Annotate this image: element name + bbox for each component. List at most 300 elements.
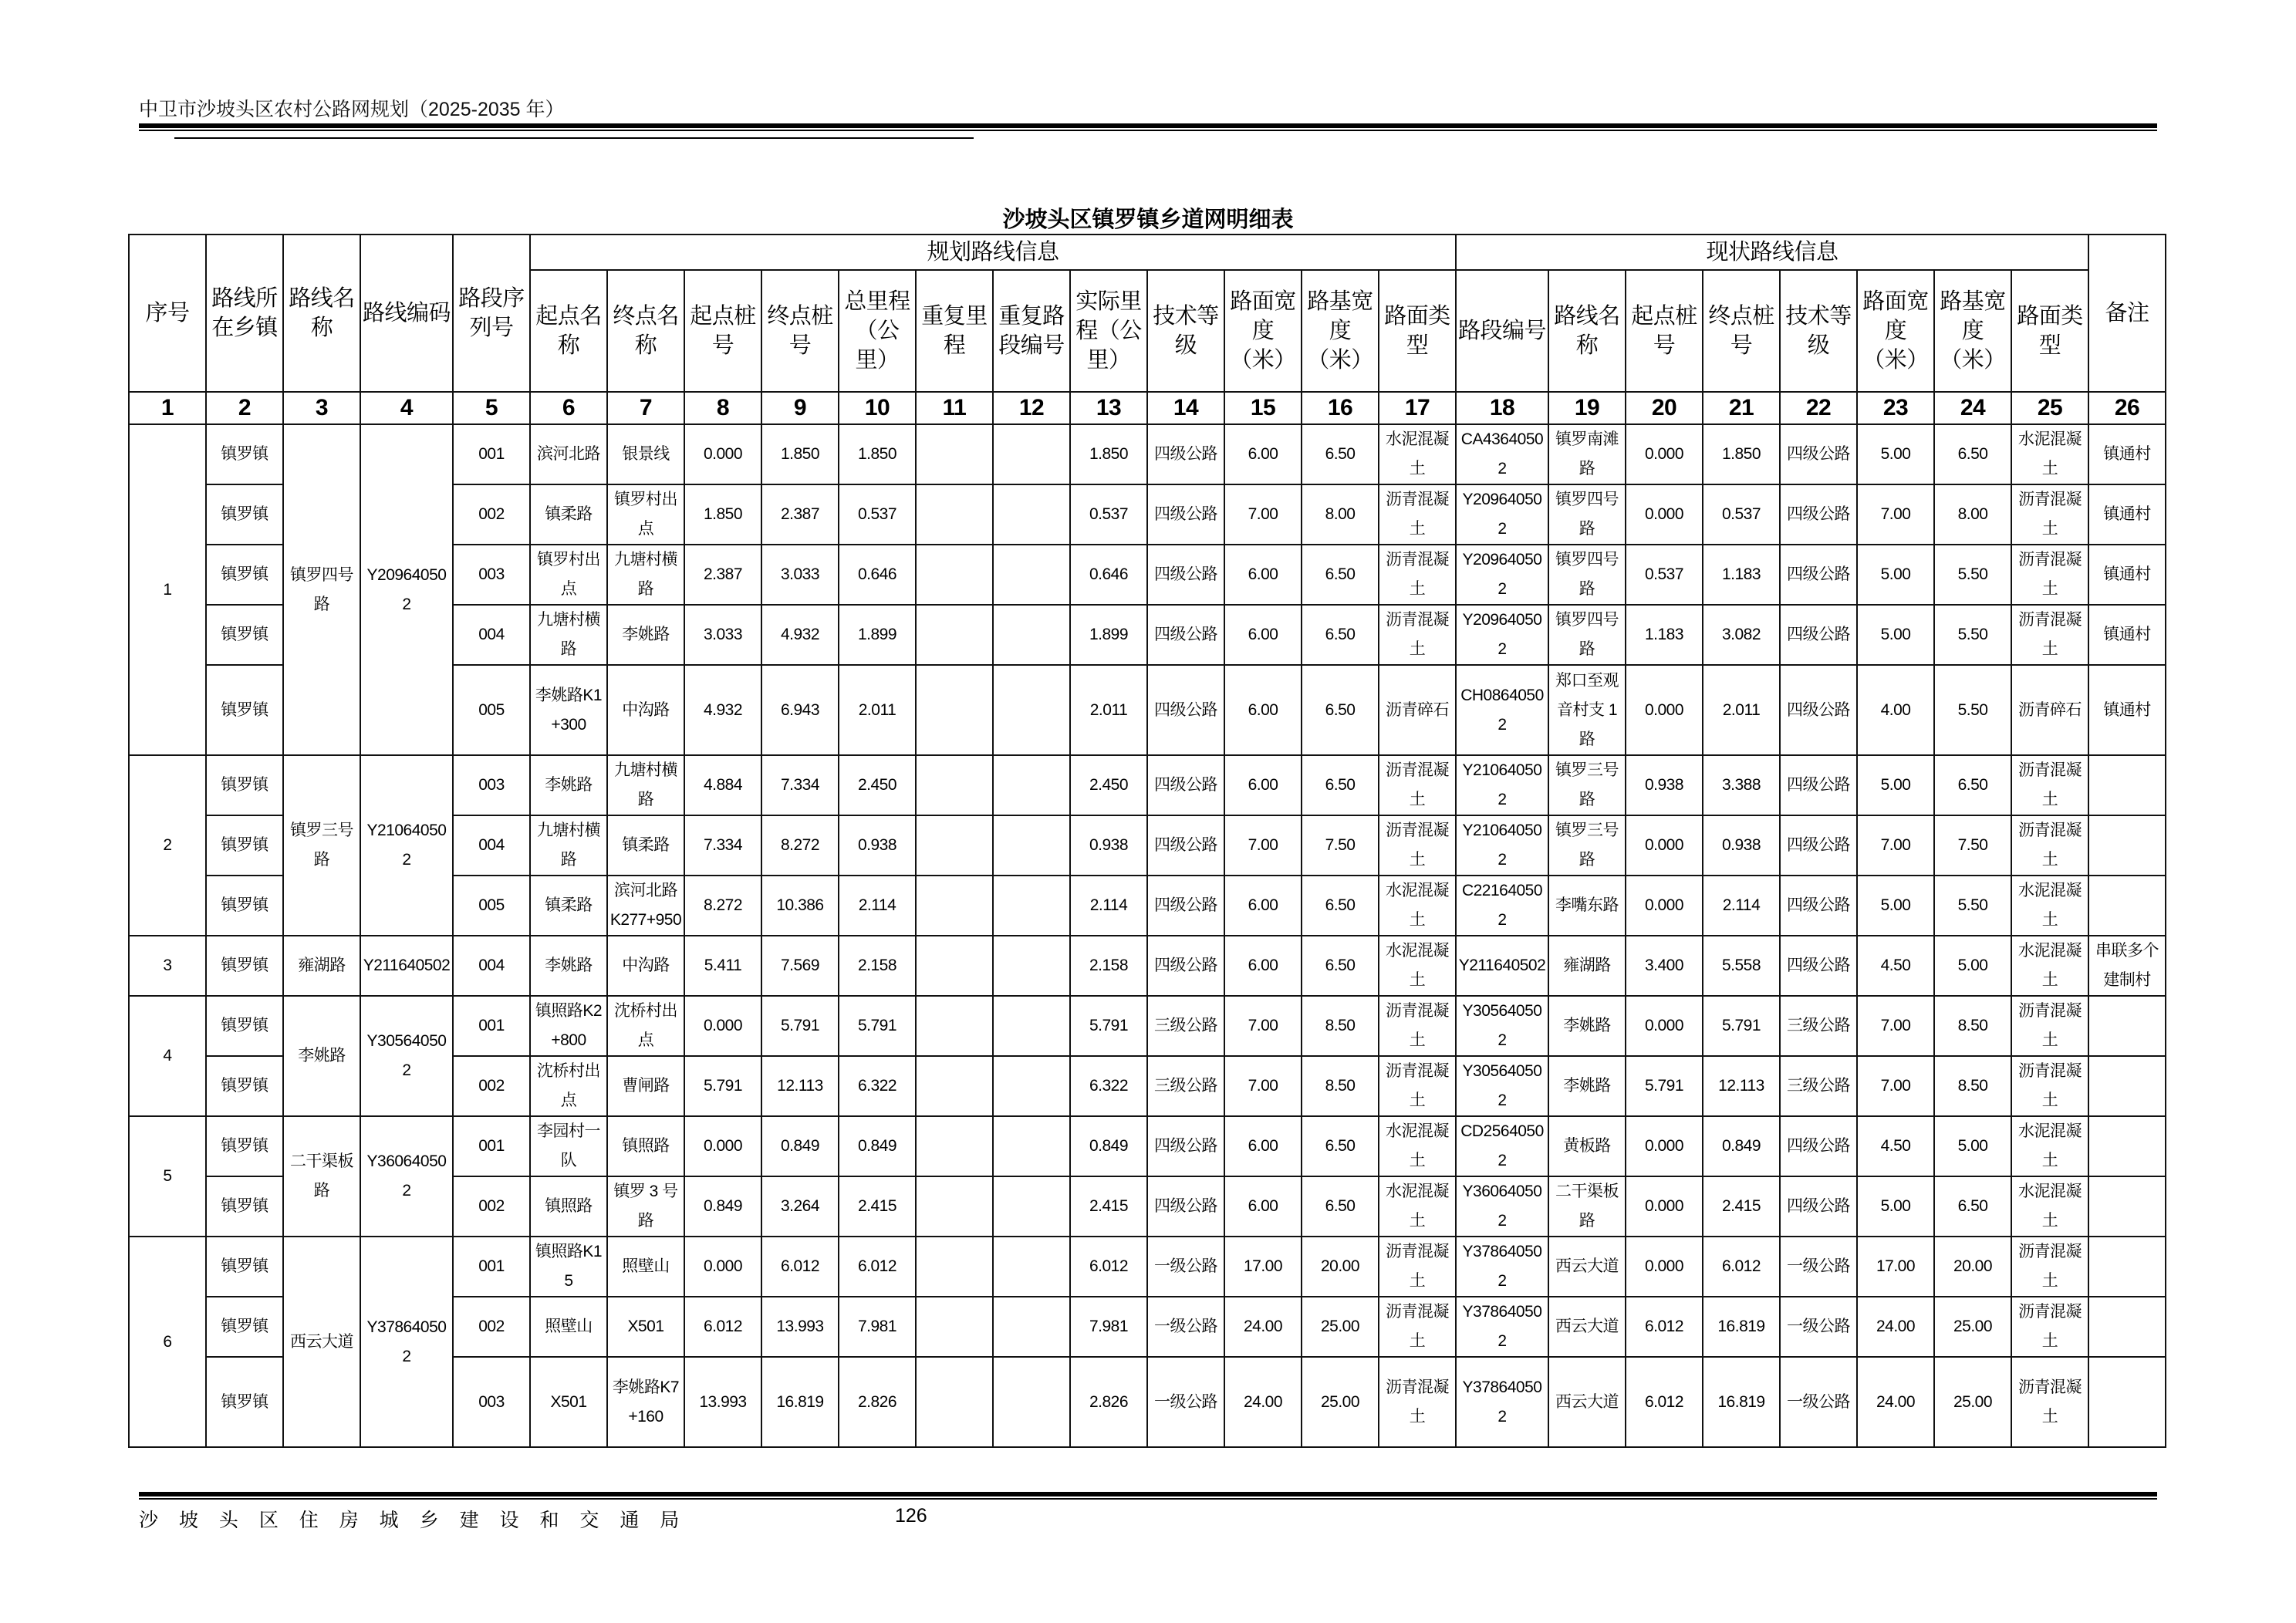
cell-dup-code — [993, 1297, 1070, 1357]
footer-organization: 沙 坡 头 区 住 房 城 乡 建 设 和 交 通 局 — [139, 1510, 687, 1531]
cell-dup-km — [916, 876, 993, 936]
cell-tech-grade: 四级公路 — [1147, 815, 1224, 876]
cell-end-name: 照壁山 — [607, 1237, 684, 1297]
cell-dup-code — [993, 665, 1070, 755]
cell-dup-km — [916, 1176, 993, 1237]
cell-cur-pave-type: 沥青混凝土 — [2011, 755, 2088, 815]
cell-actual-km: 0.938 — [1070, 815, 1147, 876]
cell-tech-grade: 三级公路 — [1147, 996, 1224, 1056]
cell-start-name: 李姚路 — [530, 936, 607, 996]
cell-end-stake: 13.993 — [761, 1297, 839, 1357]
cell-cur-grade: 四级公路 — [1780, 755, 1857, 815]
cell-cur-end: 0.849 — [1703, 1116, 1780, 1176]
cell-end-name: 镇照路 — [607, 1116, 684, 1176]
cell-seq: 1 — [129, 424, 206, 755]
cell-dup-code — [993, 545, 1070, 605]
column-number: 14 — [1147, 392, 1224, 424]
column-number: 7 — [607, 392, 684, 424]
cell-cur-name: 西云大道 — [1548, 1297, 1626, 1357]
table-row — [129, 424, 2166, 484]
cell-start-stake: 0.000 — [684, 996, 761, 1056]
cell-start-name: 李姚路 — [530, 755, 607, 815]
cell-cur-code: Y211640502 — [1456, 936, 1548, 996]
cell-end-stake: 16.819 — [761, 1357, 839, 1447]
cell-cur-grade: 一级公路 — [1780, 1297, 1857, 1357]
cell-town: 镇罗镇 — [206, 665, 283, 755]
column-number: 5 — [453, 392, 530, 424]
table-title: 沙坡头区镇罗镇乡道网明细表 — [1002, 208, 1294, 232]
cell-cur-pave-type: 水泥混凝土 — [2011, 936, 2088, 996]
cell-end-name: 曹闸路 — [607, 1056, 684, 1116]
cell-dup-code — [993, 424, 1070, 484]
cell-dup-km — [916, 424, 993, 484]
cell-cur-base-width: 5.00 — [1934, 936, 2011, 996]
cell-cur-code: Y209640502 — [1456, 605, 1548, 665]
cell-end-name: 镇罗 3 号路 — [607, 1176, 684, 1237]
cell-total-km: 2.450 — [839, 755, 916, 815]
cell-actual-km: 2.415 — [1070, 1176, 1147, 1237]
cell-pave-width: 6.00 — [1224, 755, 1302, 815]
cell-section-no: 005 — [453, 665, 530, 755]
cell-end-stake: 7.569 — [761, 936, 839, 996]
cell-remark — [2088, 1056, 2166, 1116]
cell-start-stake: 4.884 — [684, 755, 761, 815]
header-tech-grade: 技术等级 — [1147, 270, 1224, 392]
cell-section-no: 005 — [453, 876, 530, 936]
cell-pave-type: 沥青混凝土 — [1379, 1297, 1456, 1357]
cell-dup-km — [916, 665, 993, 755]
header-cur-pave-width: 路面宽度（米） — [1857, 270, 1934, 392]
cell-cur-name: 西云大道 — [1548, 1357, 1626, 1447]
cell-pave-type: 水泥混凝土 — [1379, 876, 1456, 936]
cell-cur-code: CA43640502 — [1456, 424, 1548, 484]
cell-end-stake: 2.387 — [761, 484, 839, 545]
header-rule-short — [174, 137, 974, 139]
cell-end-stake: 0.849 — [761, 1116, 839, 1176]
cell-cur-end: 3.388 — [1703, 755, 1780, 815]
cell-dup-code — [993, 876, 1070, 936]
cell-town: 镇罗镇 — [206, 996, 283, 1056]
cell-pave-type: 水泥混凝土 — [1379, 1176, 1456, 1237]
cell-route-name: 镇罗三号路 — [283, 755, 360, 936]
cell-start-stake: 3.033 — [684, 605, 761, 665]
cell-town: 镇罗镇 — [206, 1297, 283, 1357]
cell-cur-base-width: 6.50 — [1934, 755, 2011, 815]
table-row — [129, 996, 2166, 1056]
cell-end-stake: 1.850 — [761, 424, 839, 484]
cell-cur-pave-width: 17.00 — [1857, 1237, 1934, 1297]
cell-cur-code: Y209640502 — [1456, 484, 1548, 545]
cell-cur-start: 0.000 — [1626, 996, 1703, 1056]
cell-cur-code: Y210640502 — [1456, 815, 1548, 876]
header-cur-grade: 技术等级 — [1780, 270, 1857, 392]
cell-cur-base-width: 5.00 — [1934, 1116, 2011, 1176]
cell-cur-pave-type: 沥青混凝土 — [2011, 484, 2088, 545]
cell-start-stake: 2.387 — [684, 545, 761, 605]
page-number: 126 — [895, 1505, 927, 1527]
cell-cur-name: 李姚路 — [1548, 996, 1626, 1056]
cell-seq: 5 — [129, 1116, 206, 1237]
cell-remark — [2088, 755, 2166, 815]
cell-cur-pave-width: 7.00 — [1857, 815, 1934, 876]
header-dup-code: 重复路段编号 — [993, 270, 1070, 392]
cell-dup-code — [993, 1176, 1070, 1237]
cell-cur-end: 2.011 — [1703, 665, 1780, 755]
cell-cur-end: 2.114 — [1703, 876, 1780, 936]
cell-dup-code — [993, 996, 1070, 1056]
cell-cur-code: Y378640502 — [1456, 1357, 1548, 1447]
cell-base-width: 6.50 — [1302, 605, 1379, 665]
cell-end-name: 银景线 — [607, 424, 684, 484]
cell-actual-km: 6.322 — [1070, 1056, 1147, 1116]
cell-town: 镇罗镇 — [206, 815, 283, 876]
cell-actual-km: 2.450 — [1070, 755, 1147, 815]
cell-cur-pave-type: 沥青混凝土 — [2011, 605, 2088, 665]
cell-base-width: 6.50 — [1302, 876, 1379, 936]
cell-pave-type: 沥青混凝土 — [1379, 1237, 1456, 1297]
cell-cur-end: 16.819 — [1703, 1357, 1780, 1447]
cell-cur-base-width: 8.00 — [1934, 484, 2011, 545]
cell-base-width: 25.00 — [1302, 1357, 1379, 1447]
cell-total-km: 2.415 — [839, 1176, 916, 1237]
cell-dup-km — [916, 1056, 993, 1116]
cell-route-code: Y211640502 — [360, 936, 453, 996]
cell-actual-km: 0.849 — [1070, 1116, 1147, 1176]
cell-start-name: 李园村一队 — [530, 1116, 607, 1176]
cell-tech-grade: 三级公路 — [1147, 1056, 1224, 1116]
cell-base-width: 6.50 — [1302, 936, 1379, 996]
cell-start-name: 九塘村横路 — [530, 605, 607, 665]
column-number: 19 — [1548, 392, 1626, 424]
cell-pave-width: 6.00 — [1224, 424, 1302, 484]
cell-cur-start: 0.000 — [1626, 815, 1703, 876]
column-number: 2 — [206, 392, 283, 424]
cell-remark: 镇通村 — [2088, 484, 2166, 545]
header-rule-thin — [139, 130, 2157, 131]
table-row — [129, 1237, 2166, 1297]
cell-cur-code: CH08640502 — [1456, 665, 1548, 755]
cell-cur-base-width: 25.00 — [1934, 1297, 2011, 1357]
cell-dup-km — [916, 1116, 993, 1176]
table-row — [129, 755, 2166, 815]
header-cur-base-width: 路基宽度（米） — [1934, 270, 2011, 392]
cell-end-name: 镇柔路 — [607, 815, 684, 876]
cell-cur-base-width: 5.50 — [1934, 605, 2011, 665]
cell-cur-end: 12.113 — [1703, 1056, 1780, 1116]
cell-remark — [2088, 1357, 2166, 1447]
cell-tech-grade: 四级公路 — [1147, 484, 1224, 545]
cell-end-stake: 12.113 — [761, 1056, 839, 1116]
cell-pave-width: 6.00 — [1224, 605, 1302, 665]
cell-base-width: 6.50 — [1302, 755, 1379, 815]
cell-start-name: 九塘村横路 — [530, 815, 607, 876]
cell-total-km: 0.938 — [839, 815, 916, 876]
cell-start-stake: 5.411 — [684, 936, 761, 996]
cell-cur-pave-width: 24.00 — [1857, 1297, 1934, 1357]
column-number: 10 — [839, 392, 916, 424]
cell-total-km: 2.011 — [839, 665, 916, 755]
column-number: 4 — [360, 392, 453, 424]
cell-cur-pave-width: 24.00 — [1857, 1357, 1934, 1447]
cell-route-code: Y360640502 — [360, 1116, 453, 1237]
cell-start-stake: 0.849 — [684, 1176, 761, 1237]
cell-remark: 镇通村 — [2088, 665, 2166, 755]
cell-route-name: 雍湖路 — [283, 936, 360, 996]
column-number: 11 — [916, 392, 993, 424]
header-cur-start: 起点桩号 — [1626, 270, 1703, 392]
cell-end-name: 滨河北路K277+950 — [607, 876, 684, 936]
header-route-code: 路线编码 — [360, 235, 453, 392]
cell-section-no: 003 — [453, 755, 530, 815]
cell-start-stake: 0.000 — [684, 424, 761, 484]
cell-cur-end: 0.537 — [1703, 484, 1780, 545]
column-number-row — [129, 392, 2166, 424]
cell-dup-code — [993, 1116, 1070, 1176]
cell-cur-base-width: 7.50 — [1934, 815, 2011, 876]
cell-start-stake: 1.850 — [684, 484, 761, 545]
column-number: 12 — [993, 392, 1070, 424]
cell-cur-pave-type: 沥青混凝土 — [2011, 1297, 2088, 1357]
cell-tech-grade: 一级公路 — [1147, 1297, 1224, 1357]
cell-end-name: 镇罗村出点 — [607, 484, 684, 545]
cell-dup-code — [993, 755, 1070, 815]
cell-pave-width: 6.00 — [1224, 665, 1302, 755]
footer-rule-thin — [139, 1498, 2157, 1500]
cell-remark — [2088, 1176, 2166, 1237]
column-number: 17 — [1379, 392, 1456, 424]
cell-base-width: 6.50 — [1302, 1116, 1379, 1176]
column-number: 8 — [684, 392, 761, 424]
cell-actual-km: 2.158 — [1070, 936, 1147, 996]
cell-remark — [2088, 1237, 2166, 1297]
cell-cur-name: 李姚路 — [1548, 1056, 1626, 1116]
cell-end-name: 沈桥村出点 — [607, 996, 684, 1056]
cell-cur-end: 16.819 — [1703, 1297, 1780, 1357]
cell-cur-start: 6.012 — [1626, 1357, 1703, 1447]
cell-dup-code — [993, 605, 1070, 665]
cell-cur-name: 西云大道 — [1548, 1237, 1626, 1297]
cell-actual-km: 7.981 — [1070, 1297, 1147, 1357]
cell-seq: 3 — [129, 936, 206, 996]
column-number: 15 — [1224, 392, 1302, 424]
cell-dup-km — [916, 755, 993, 815]
column-number: 9 — [761, 392, 839, 424]
header-actual-km: 实际里程（公里） — [1070, 270, 1147, 392]
road-network-table — [128, 234, 2166, 1448]
cell-pave-width: 7.00 — [1224, 815, 1302, 876]
cell-end-stake: 6.012 — [761, 1237, 839, 1297]
cell-base-width: 8.50 — [1302, 996, 1379, 1056]
cell-end-name: 中沟路 — [607, 665, 684, 755]
cell-cur-base-width: 6.50 — [1934, 1176, 2011, 1237]
cell-cur-pave-type: 沥青混凝土 — [2011, 1357, 2088, 1447]
column-number: 1 — [129, 392, 206, 424]
cell-cur-end: 3.082 — [1703, 605, 1780, 665]
cell-start-stake: 4.932 — [684, 665, 761, 755]
cell-end-stake: 3.033 — [761, 545, 839, 605]
cell-actual-km: 5.791 — [1070, 996, 1147, 1056]
cell-cur-code: Y378640502 — [1456, 1237, 1548, 1297]
cell-actual-km: 2.011 — [1070, 665, 1147, 755]
cell-town: 镇罗镇 — [206, 1357, 283, 1447]
cell-cur-base-width: 5.50 — [1934, 876, 2011, 936]
cell-cur-pave-width: 5.00 — [1857, 605, 1934, 665]
cell-dup-code — [993, 484, 1070, 545]
cell-cur-grade: 四级公路 — [1780, 424, 1857, 484]
cell-start-name: 镇照路K15 — [530, 1237, 607, 1297]
cell-cur-pave-type: 沥青混凝土 — [2011, 996, 2088, 1056]
cell-cur-base-width: 5.50 — [1934, 545, 2011, 605]
cell-town: 镇罗镇 — [206, 424, 283, 484]
cell-cur-grade: 四级公路 — [1780, 484, 1857, 545]
cell-cur-pave-type: 水泥混凝土 — [2011, 1176, 2088, 1237]
cell-end-name: 九塘村横路 — [607, 755, 684, 815]
cell-start-stake: 13.993 — [684, 1357, 761, 1447]
cell-cur-start: 0.000 — [1626, 876, 1703, 936]
cell-cur-start: 0.000 — [1626, 424, 1703, 484]
cell-pave-type: 沥青混凝土 — [1379, 1357, 1456, 1447]
cell-base-width: 7.50 — [1302, 815, 1379, 876]
cell-base-width: 25.00 — [1302, 1297, 1379, 1357]
cell-cur-pave-width: 7.00 — [1857, 996, 1934, 1056]
cell-section-no: 002 — [453, 1176, 530, 1237]
cell-actual-km: 6.012 — [1070, 1237, 1147, 1297]
header-section-no: 路段序列号 — [453, 235, 530, 392]
column-number: 20 — [1626, 392, 1703, 424]
cell-seq: 2 — [129, 755, 206, 936]
cell-section-no: 004 — [453, 815, 530, 876]
cell-remark: 镇通村 — [2088, 424, 2166, 484]
cell-total-km: 7.981 — [839, 1297, 916, 1357]
cell-cur-code: C221640502 — [1456, 876, 1548, 936]
cell-remark — [2088, 1297, 2166, 1357]
cell-town: 镇罗镇 — [206, 876, 283, 936]
group-header-row — [129, 235, 2166, 270]
cell-pave-type: 沥青混凝土 — [1379, 545, 1456, 605]
cell-section-no: 004 — [453, 605, 530, 665]
cell-dup-code — [993, 815, 1070, 876]
table-row — [129, 936, 2166, 996]
cell-section-no: 002 — [453, 1056, 530, 1116]
cell-cur-base-width: 5.50 — [1934, 665, 2011, 755]
cell-pave-type: 沥青碎石 — [1379, 665, 1456, 755]
cell-actual-km: 2.114 — [1070, 876, 1147, 936]
cell-start-name: 照壁山 — [530, 1297, 607, 1357]
cell-cur-pave-width: 4.50 — [1857, 1116, 1934, 1176]
cell-route-name: 二干渠板路 — [283, 1116, 360, 1237]
cell-end-name: 李姚路 — [607, 605, 684, 665]
cell-actual-km: 1.850 — [1070, 424, 1147, 484]
column-number: 24 — [1934, 392, 2011, 424]
cell-tech-grade: 四级公路 — [1147, 755, 1224, 815]
header-pave-width: 路面宽度（米） — [1224, 270, 1302, 392]
cell-actual-km: 2.826 — [1070, 1357, 1147, 1447]
cell-dup-code — [993, 1237, 1070, 1297]
cell-start-name: 沈桥村出点 — [530, 1056, 607, 1116]
cell-section-no: 001 — [453, 1116, 530, 1176]
cell-total-km: 1.850 — [839, 424, 916, 484]
cell-section-no: 001 — [453, 996, 530, 1056]
cell-pave-width: 6.00 — [1224, 876, 1302, 936]
cell-actual-km: 0.646 — [1070, 545, 1147, 605]
cell-cur-name: 镇罗三号路 — [1548, 815, 1626, 876]
cell-town: 镇罗镇 — [206, 605, 283, 665]
cell-section-no: 001 — [453, 1237, 530, 1297]
cell-pave-type: 沥青混凝土 — [1379, 815, 1456, 876]
cell-start-name: 镇照路 — [530, 1176, 607, 1237]
cell-start-name: X501 — [530, 1357, 607, 1447]
header-cur-end: 终点桩号 — [1703, 270, 1780, 392]
cell-cur-base-width: 8.50 — [1934, 996, 2011, 1056]
header-start-stake: 起点桩号 — [684, 270, 761, 392]
cell-base-width: 20.00 — [1302, 1237, 1379, 1297]
cell-total-km: 1.899 — [839, 605, 916, 665]
cell-route-code: Y210640502 — [360, 755, 453, 936]
cell-cur-pave-type: 沥青混凝土 — [2011, 815, 2088, 876]
cell-base-width: 6.50 — [1302, 1176, 1379, 1237]
cell-pave-type: 沥青混凝土 — [1379, 484, 1456, 545]
cell-cur-base-width: 20.00 — [1934, 1237, 2011, 1297]
cell-cur-base-width: 8.50 — [1934, 1056, 2011, 1116]
cell-remark — [2088, 815, 2166, 876]
header-end-name: 终点名称 — [607, 270, 684, 392]
cell-section-no: 004 — [453, 936, 530, 996]
cell-base-width: 6.50 — [1302, 665, 1379, 755]
cell-cur-base-width: 6.50 — [1934, 424, 2011, 484]
cell-total-km: 0.646 — [839, 545, 916, 605]
cell-tech-grade: 四级公路 — [1147, 1116, 1224, 1176]
column-number: 21 — [1703, 392, 1780, 424]
cell-pave-width: 6.00 — [1224, 1176, 1302, 1237]
header-group-planned: 规划路线信息 — [530, 235, 1456, 270]
cell-cur-code: Y305640502 — [1456, 1056, 1548, 1116]
cell-pave-width: 24.00 — [1224, 1297, 1302, 1357]
cell-cur-start: 0.000 — [1626, 1176, 1703, 1237]
cell-dup-code — [993, 1056, 1070, 1116]
cell-total-km: 2.158 — [839, 936, 916, 996]
cell-cur-end: 2.415 — [1703, 1176, 1780, 1237]
cell-cur-code: Y209640502 — [1456, 545, 1548, 605]
cell-cur-name: 镇罗南滩路 — [1548, 424, 1626, 484]
cell-start-name: 镇柔路 — [530, 876, 607, 936]
cell-end-stake: 5.791 — [761, 996, 839, 1056]
cell-tech-grade: 四级公路 — [1147, 605, 1224, 665]
cell-section-no: 003 — [453, 1357, 530, 1447]
cell-cur-pave-width: 5.00 — [1857, 1176, 1934, 1237]
column-number: 25 — [2011, 392, 2088, 424]
cell-pave-type: 水泥混凝土 — [1379, 936, 1456, 996]
cell-pave-width: 7.00 — [1224, 484, 1302, 545]
header-end-stake: 终点桩号 — [761, 270, 839, 392]
header-route-name: 路线名称 — [283, 235, 360, 392]
table-row — [129, 1116, 2166, 1176]
cell-cur-grade: 四级公路 — [1780, 936, 1857, 996]
cell-tech-grade: 四级公路 — [1147, 936, 1224, 996]
cell-cur-start: 0.000 — [1626, 1116, 1703, 1176]
header-remark: 备注 — [2088, 235, 2166, 392]
cell-pave-width: 7.00 — [1224, 996, 1302, 1056]
column-number: 26 — [2088, 392, 2166, 424]
cell-dup-code — [993, 936, 1070, 996]
cell-cur-grade: 四级公路 — [1780, 815, 1857, 876]
cell-start-stake: 0.000 — [684, 1116, 761, 1176]
cell-route-code: Y209640502 — [360, 424, 453, 755]
cell-cur-grade: 三级公路 — [1780, 996, 1857, 1056]
cell-cur-grade: 四级公路 — [1780, 545, 1857, 605]
cell-pave-type: 沥青混凝土 — [1379, 996, 1456, 1056]
cell-cur-start: 3.400 — [1626, 936, 1703, 996]
cell-cur-pave-width: 5.00 — [1857, 755, 1934, 815]
